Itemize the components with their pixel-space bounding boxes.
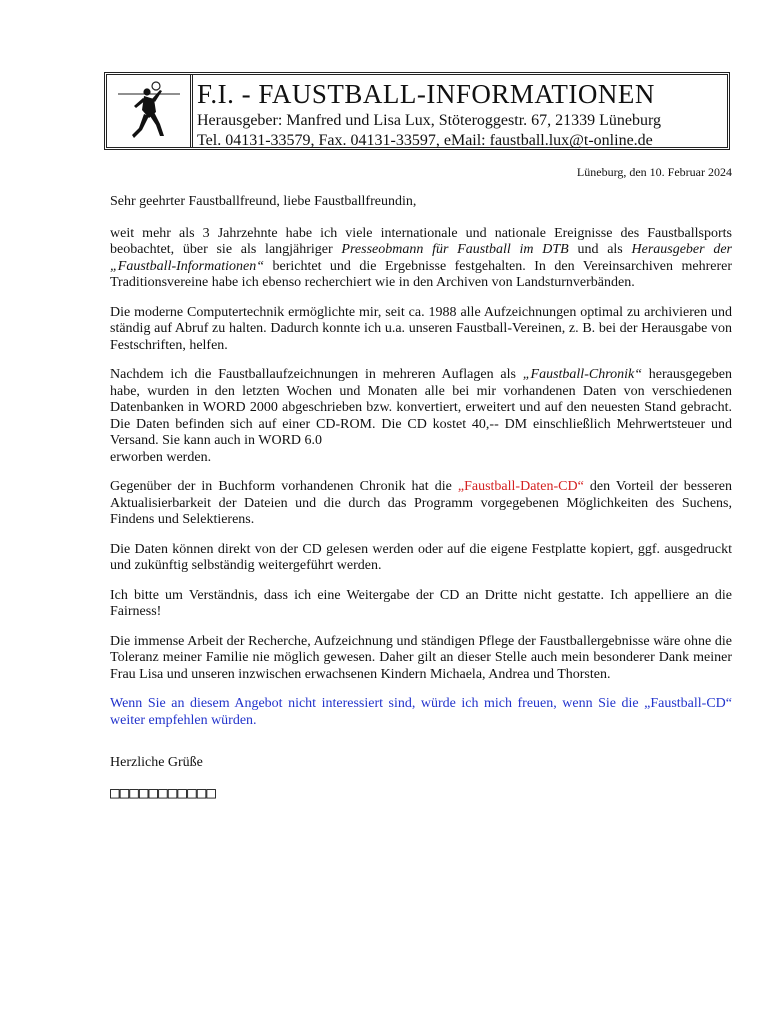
paragraph-fairness: Ich bitte um Verständnis, dass ich eine Weitergabe der CD an Dritte nicht gestatte. Ich appelliere an die Fairness!: [110, 587, 732, 619]
paragraph-history: [110, 226, 732, 292]
text-run: weit mehr als 3 Jahrzehnte habe ich viele internationale und nationale Ereignisse des Faustballsports beobachtet, über sie als langjähriger: [110, 225, 732, 257]
newsletter-title: F.I. - FAUSTBALL-INFORMATIONEN: [197, 79, 655, 109]
letter-date: Lüneburg, den 10. Februar 2024: [576, 165, 732, 179]
letterhead: [104, 72, 730, 150]
text-run: erworben werden.: [110, 449, 212, 465]
paragraph-cd-advantage: [110, 479, 732, 529]
letterhead-text: [193, 75, 727, 147]
paragraph-recommendation: Wenn Sie an diesem Angebot nicht interessiert sind, würde ich mich freuen, wenn Sie die „Faustball-CD“ weiter empfehlen würden.: [110, 696, 732, 728]
letter-body: [110, 194, 732, 801]
text-run: Gegenüber der in Buchform vorhandenen Chronik hat die: [110, 479, 458, 494]
closing: Herzliche Grüße: [110, 755, 203, 770]
text-run: Nachdem ich die Faustballaufzeichnungen in mehreren Auflagen als: [110, 367, 523, 382]
salutation: Sehr geehrter Faustballfreund, liebe Faustballfreundin,: [110, 194, 417, 209]
contact-line: Tel. 04131-33579, Fax. 04131-33597, eMail: faustball.lux@t-online.de: [197, 132, 653, 149]
text-run-italic: „Faustball-Chronik“: [522, 367, 643, 382]
faustball-player-icon: [114, 78, 184, 144]
text-run: und als: [568, 242, 632, 257]
text-run: herausgegeben habe, wurden in den letzten Wochen und Monaten alle bei mir vorhandenen Daten von verschiedenen Datenbanken in WORD 2000 abgeschrieben bzw. konvertiert, erweitert und auf den neuesten Stand gebracht. Die Daten befinden sich auf einer CD-ROM. Die CD kostet 40,-- DM einschließlich Mehrwertsteuer und Versand. Sie kann auch in WORD 6.0: [110, 367, 732, 448]
text-run: berichtet und die Ergebnisse festgehalten. In den Vereinsarchiven mehrerer Traditionsvereine habe ich ebenso recherchiert wie in den Archiven von Landsturnverbänden.: [110, 258, 732, 290]
paragraph-thanks: Die immense Arbeit der Recherche, Aufzeichnung und ständigen Pflege der Faustballergebnisse wäre ohne die Toleranz meiner Familie nie möglich gewesen. Daher gilt an dieser Stelle auch mein besonderer Dank meiner Frau Lisa und unseren inzwischen erwachsenen Kindern Michaela, Andrea und Thorsten.: [110, 633, 732, 682]
logo-cell: [107, 75, 193, 147]
text-run-italic: Presseobmann für Faustball im DTB: [341, 242, 569, 257]
paragraph-data-usage: Die Daten können direkt von der CD gelesen werden oder auf die eigene Festplatte kopiert, ggf. ausgedruckt und zukünftig selbständig weitergeführt werden.: [110, 541, 732, 573]
text-run-italic: Herausgeber der „Faustball-Informationen“: [110, 242, 732, 274]
cd-name-highlight: „Faustball-Daten-CD“: [457, 479, 584, 494]
text-run: den Vorteil der besseren Aktualisierbarkeit der Dateien und die durch das Programm vorgegebenen Möglichkeiten des Suchens, Findens und Selektierens.: [110, 479, 732, 527]
paragraph-chronik: [110, 367, 732, 466]
paragraph-computer: Die moderne Computertechnik ermöglichte mir, seit ca. 1988 alle Aufzeichnungen optimal zu archivieren und ständig auf Abruf zu halten. Dadurch konnte ich u.a. unseren Faustball-Vereinen, z. B. bei der Herausgabe von Festschriften, helfen.: [110, 304, 732, 353]
signature: □□□□□□□□□□□: [110, 782, 216, 802]
publisher-line: Herausgeber: Manfred und Lisa Lux, Stöteroggestr. 67, 21339 Lüneburg: [197, 112, 662, 129]
